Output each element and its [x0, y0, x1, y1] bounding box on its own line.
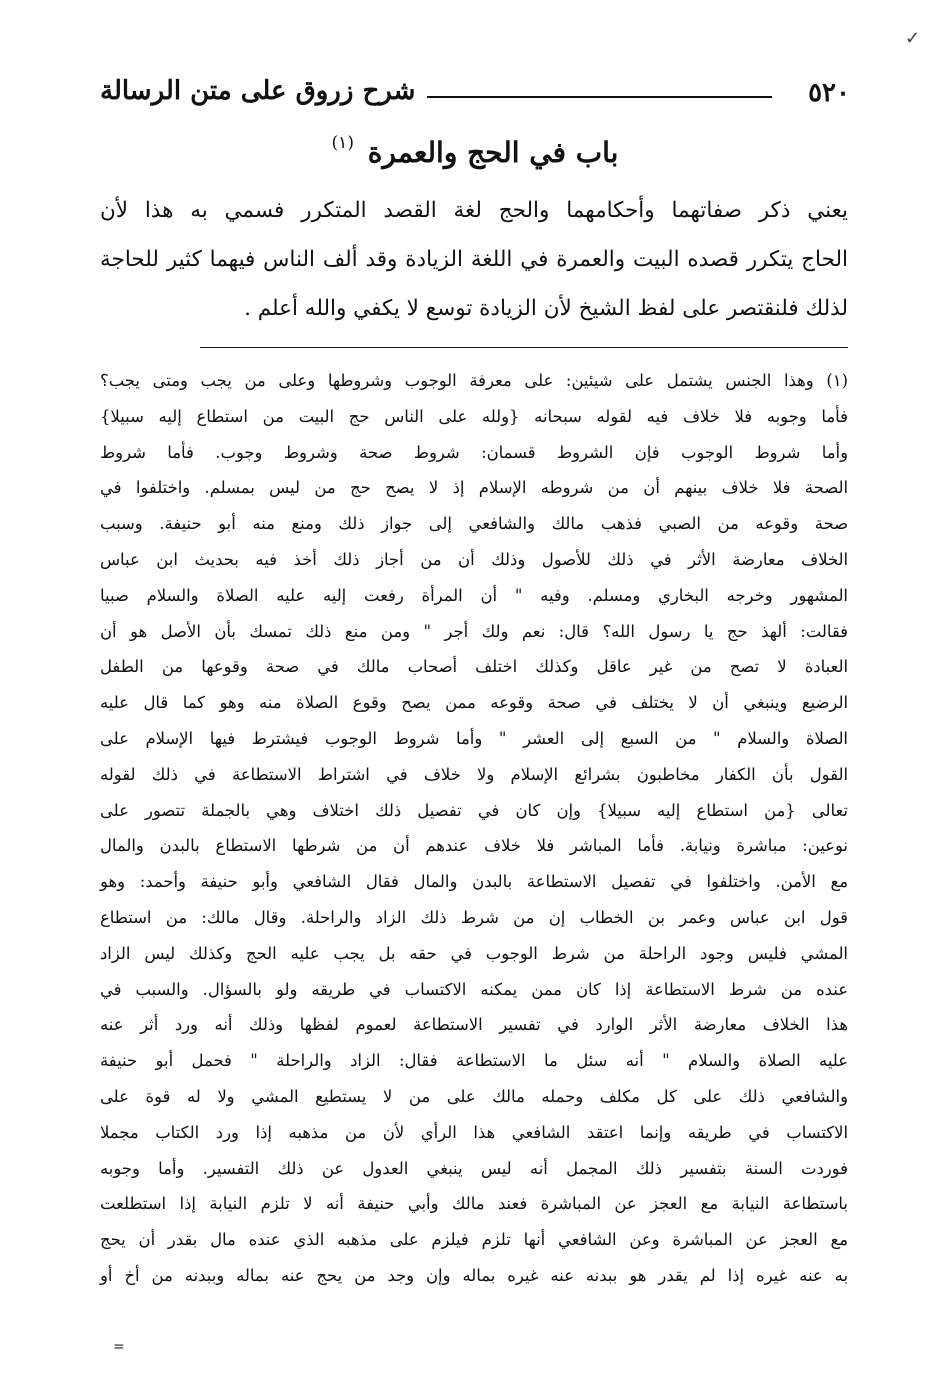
- footnote-line: الصحة فلا خلاف بينهم أن من شروطه الإسلام إذ لا يصح حج من ليس بمسلم. واختلفوا في: [100, 478, 848, 498]
- chapter-title: [100, 132, 850, 169]
- page-header: [100, 72, 850, 120]
- footnote-line: به عنه غيره إذا لم يقدر هو ببدنه عنه غيره بماله وإن وجد من يحج عنه بماله وببدنه من أخ أو: [100, 1265, 848, 1285]
- footnote-divider: [200, 347, 848, 348]
- corner-check-mark: ✓: [905, 28, 921, 49]
- footnote-line: القول بأن الكفار مخاطبون بشرائع الإسلام ولا خلاف في اشتراط الاستطاعة في ذلك لقوله: [100, 764, 848, 784]
- footnote-line: الخلاف معارضة الأثر في ذلك للأصول وذلك أن من أجاز ذلك أخذ فيه بحديث ابن عباس: [100, 549, 848, 569]
- footnote-line: فوردت السنة بتفسير ذلك المجمل أنه ليس ينبغي العدول عن ذلك التفسير. وأما وجوبه: [100, 1158, 848, 1178]
- chapter-title-text: باب في الحج والعمرة: [367, 136, 619, 169]
- main-text: [100, 186, 848, 333]
- page-number: ٥٢٠: [808, 78, 850, 108]
- continuation-mark: =: [113, 1339, 125, 1355]
- footnotes: [100, 363, 848, 1294]
- footnote-line: عليه الصلاة والسلام " أنه سئل ما الاستطاعة فقال: الزاد والراحلة " فحمل أبو حنيفة: [100, 1051, 848, 1071]
- footnote-line: وأما شروط الوجوب فإن الشروط قسمان: شروط صحة وشروط وجوب. فأما شروط: [100, 442, 848, 462]
- footnote-reference: (١): [331, 132, 354, 153]
- footnote-line: مع الأمن. واختلفوا في تفصيل الاستطاعة بالبدن والمال فقال الشافعي وأبو حنيفة وأحمد: وهو: [100, 872, 848, 892]
- main-text-line: الحاج يتكرر قصده البيت والعمرة في اللغة الزيادة وقد ألف الناس فيهما كثير للحاجة: [100, 247, 848, 272]
- main-text-line: يعني ذكر صفاتهما وأحكامهما والحج لغة القصد المتكرر فسمي به هذا لأن: [100, 198, 848, 223]
- footnote-line: باستطاعة النيابة مع العجز عن المباشرة فعند مالك وأبي حنيفة أنه لا تلزم النيابة إذا استطلعت: [100, 1194, 848, 1214]
- footnote-line: فقالت: ألهذ حج يا رسول الله؟ قال: نعم ولك أجر " ومن منع ذلك تمسك بأن الأصل هو أن: [100, 621, 848, 641]
- footnote-line: الرضيع وينبغي أن لا يختلف في صحة وقوعه ممن يصح وقوع الصلاة منه وهو كما قال عليه: [100, 693, 848, 713]
- footnote-line: نوعين: مباشرة ونيابة. فأما المباشر فلا خلاف عندهم أن من شرطها الاستطاع بالبدن والمال: [100, 836, 848, 856]
- footnote-line: الاكتساب في طريقه وإنما اعتقد الشافعي هذا الرأي لأن من مذهبه إذا ورد الكتاب مجملا: [100, 1122, 848, 1142]
- header-rule: [427, 96, 772, 98]
- running-title: شرح زروق على متن الرسالة: [100, 76, 416, 106]
- footnote-line: المشي فليس وجود الراحلة من شرط الوجوب في حقه بل يجب عليه الحج وكذلك ليس الزاد: [100, 943, 848, 963]
- footnote-line: قول ابن عباس وعمر بن الخطاب إن من شرط ذلك الزاد والراحلة. وقال مالك: من استطاع: [100, 907, 848, 927]
- footnote-line: فأما وجوبه فلا خلاف فيه لقوله سبحانه {ولله على الناس حج البيت من استطاع إليه سبيلا}: [100, 406, 848, 426]
- footnote-line: عنده من شرط الاستطاعة إذا كان ممن يمكنه الاكتساب في طريقه ولو بالسؤال. والسبب في: [100, 979, 848, 999]
- footnote-line: مع العجز عن المباشرة وعن الشافعي أنها تلزم فيلزم على مذهبه الذي عنده مال بقدر أن يحج: [100, 1230, 848, 1250]
- footnote-line: هذا الخلاف معارضة الأثر الوارد في تفسير الاستطاعة لعموم لفظها وذلك أنه ورد أثر عنه: [100, 1015, 848, 1035]
- footnote-line: المشهور وخرجه البخاري ومسلم. وفيه " أن المرأة رفعت إليه عليه الصلاة والسلام صبيا: [100, 585, 848, 605]
- footnote-line: صحة وقوعه من الصبي فذهب مالك والشافعي إلى جواز ذلك ومنع منه أبو حنيفة. وسبب: [100, 514, 848, 534]
- main-text-line: لذلك فلنقتصر على لفظ الشيخ لأن الزيادة توسع لا يكفي والله أعلم .: [244, 296, 848, 321]
- footnote-line: تعالى {من استطاع إليه سبيلا} وإن كان في تفصيل ذلك اختلاف وهي بالجملة تتصور على: [100, 800, 848, 820]
- footnote-line: (١) وهذا الجنس يشتمل على شيئين: على معرفة الوجوب وشروطها وعلى من يجب ومتى يجب؟: [100, 371, 848, 390]
- footnote-line: الصلاة والسلام " من السبع إلى العشر " وأما شروط الوجوب فيشترط فيها الإسلام على: [100, 728, 848, 748]
- footnote-line: العبادة لا تصح من غير عاقل وكذلك اختلف أصحاب مالك في صحة وقوعها من الطفل: [100, 657, 848, 677]
- footnote-line: والشافعي ذلك على كل مكلف وحمله مالك على من لا يستطيع المشي ولا له قوة على: [100, 1086, 848, 1106]
